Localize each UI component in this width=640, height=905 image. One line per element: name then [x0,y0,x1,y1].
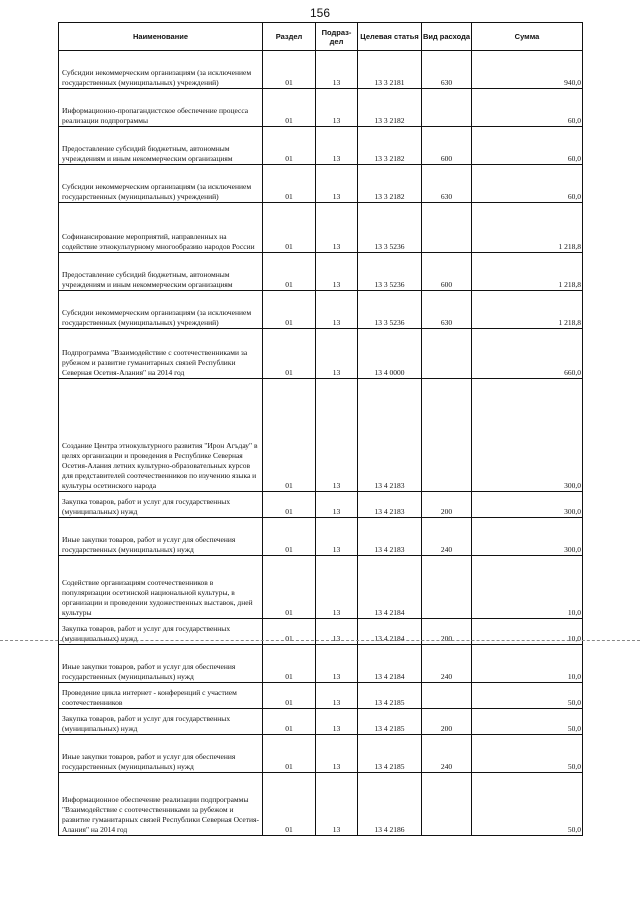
cell-name: Субсидии некоммерческим организациям (за исключением государственных (муниципальных) учреждений) [59,165,263,203]
cell-section: 01 [263,683,316,709]
header-name: Наименование [59,23,263,51]
cell-target: 13 3 5236 [358,291,422,329]
cell-sum: 1 218,8 [472,291,583,329]
cell-section: 01 [263,645,316,683]
cell-subsection: 13 [316,379,358,492]
cell-target: 13 4 2185 [358,709,422,735]
table-row [59,556,583,619]
table-row [59,291,583,329]
table-row [59,683,583,709]
cell-name: Предоставление субсидий бюджетным, автономным учреждениям и иным некоммерческим организациям [59,253,263,291]
cell-target: 13 3 2182 [358,127,422,165]
cell-subsection: 13 [316,291,358,329]
cell-subsection: 13 [316,645,358,683]
cell-sum: 50,0 [472,683,583,709]
cell-section: 01 [263,492,316,518]
cell-section: 01 [263,165,316,203]
cell-subsection: 13 [316,735,358,773]
cell-subsection: 13 [316,253,358,291]
cell-expense [422,683,472,709]
cell-expense: 200 [422,619,472,645]
cell-expense: 600 [422,127,472,165]
cell-target: 13 4 2184 [358,645,422,683]
cell-subsection: 13 [316,492,358,518]
table-body [59,51,583,836]
cell-name: Проведение цикла интернет - конференций с участием соотечественников [59,683,263,709]
cell-sum: 60,0 [472,165,583,203]
cell-sum: 50,0 [472,735,583,773]
cell-name: Закупка товаров, работ и услуг для государственных (муниципальных) нужд [59,619,263,645]
cell-sum: 940,0 [472,51,583,89]
budget-table-container [58,22,582,836]
header-sum: Сумма [472,23,583,51]
cell-name: Предоставление субсидий бюджетным, автономным учреждениям и иным некоммерческим организациям [59,127,263,165]
cell-section: 01 [263,127,316,165]
cell-subsection: 13 [316,165,358,203]
header-row [59,23,583,51]
cell-sum: 1 218,8 [472,253,583,291]
cell-sum: 1 218,8 [472,203,583,253]
table-row [59,492,583,518]
cell-section: 01 [263,735,316,773]
cell-target: 13 4 2184 [358,619,422,645]
cell-target: 13 3 2182 [358,165,422,203]
cell-section: 01 [263,518,316,556]
cell-expense: 240 [422,518,472,556]
cell-expense [422,379,472,492]
cell-name: Подпрограмма "Взаимодействие с соотечественниками за рубежом и развитие гуманитарных связей Республики Северная Осетия-Алания" на 2014 год [59,329,263,379]
table-header [59,23,583,51]
cell-name: Закупка товаров, работ и услуг для государственных (муниципальных) нужд [59,492,263,518]
cell-section: 01 [263,773,316,836]
header-subsection: Подраз-дел [316,23,358,51]
table-row [59,709,583,735]
cell-sum: 660,0 [472,329,583,379]
table-row [59,735,583,773]
cell-target: 13 4 2185 [358,735,422,773]
cell-name: Субсидии некоммерческим организациям (за исключением государственных (муниципальных) учреждений) [59,291,263,329]
cell-sum: 300,0 [472,379,583,492]
table-row [59,165,583,203]
cell-sum: 50,0 [472,709,583,735]
cell-expense [422,556,472,619]
cell-subsection: 13 [316,709,358,735]
cell-section: 01 [263,203,316,253]
cell-expense [422,203,472,253]
table-row [59,518,583,556]
cell-section: 01 [263,329,316,379]
cell-target: 13 4 2183 [358,379,422,492]
cell-section: 01 [263,51,316,89]
cell-expense: 240 [422,735,472,773]
cell-sum: 50,0 [472,773,583,836]
cell-subsection: 13 [316,51,358,89]
cell-subsection: 13 [316,518,358,556]
cell-sum: 60,0 [472,89,583,127]
cell-target: 13 4 2183 [358,518,422,556]
cell-name: Иные закупки товаров, работ и услуг для обеспечения государственных (муниципальных) нужд [59,645,263,683]
table-row [59,89,583,127]
header-section: Раздел [263,23,316,51]
cell-name: Софинансирование мероприятий, направленных на содействие этнокультурному многообразию народов России [59,203,263,253]
cell-section: 01 [263,291,316,329]
budget-table [58,22,583,836]
scan-divider-line [0,640,640,641]
table-row [59,253,583,291]
cell-expense [422,773,472,836]
cell-subsection: 13 [316,203,358,253]
cell-section: 01 [263,709,316,735]
header-target: Целевая статья [358,23,422,51]
cell-name: Информационно-пропагандистское обеспечение процесса реализации подпрограммы [59,89,263,127]
table-row [59,51,583,89]
table-row [59,379,583,492]
cell-target: 13 4 2186 [358,773,422,836]
cell-name: Содействие организациям соотечественников в популяризации осетинской национальной культуры, в организации и проведении художественных выставок, дней культуры [59,556,263,619]
table-row [59,203,583,253]
cell-sum: 60,0 [472,127,583,165]
cell-subsection: 13 [316,619,358,645]
cell-sum: 300,0 [472,492,583,518]
cell-target: 13 3 5236 [358,203,422,253]
cell-sum: 10,0 [472,556,583,619]
cell-subsection: 13 [316,773,358,836]
cell-target: 13 4 2185 [358,683,422,709]
cell-expense: 600 [422,253,472,291]
cell-expense: 630 [422,51,472,89]
cell-sum: 10,0 [472,645,583,683]
cell-subsection: 13 [316,89,358,127]
cell-target: 13 4 2184 [358,556,422,619]
cell-section: 01 [263,556,316,619]
cell-name: Иные закупки товаров, работ и услуг для обеспечения государственных (муниципальных) нужд [59,518,263,556]
cell-sum: 300,0 [472,518,583,556]
cell-section: 01 [263,619,316,645]
cell-subsection: 13 [316,683,358,709]
cell-name: Создание Центра этнокультурного развития "Ирон Агъдау" в целях организации и проведения в Республике Северная Осетия-Алания летних культурно-образовательных курсов для представителей соотечественников по изучению языка и культуры осетинского народа [59,379,263,492]
cell-expense: 240 [422,645,472,683]
cell-target: 13 4 2183 [358,492,422,518]
cell-name: Субсидии некоммерческим организациям (за исключением государственных (муниципальных) учреждений) [59,51,263,89]
cell-subsection: 13 [316,329,358,379]
cell-target: 13 3 2182 [358,89,422,127]
cell-expense: 630 [422,165,472,203]
cell-expense: 630 [422,291,472,329]
cell-name: Иные закупки товаров, работ и услуг для обеспечения государственных (муниципальных) нужд [59,735,263,773]
cell-section: 01 [263,253,316,291]
cell-expense [422,89,472,127]
table-row [59,773,583,836]
cell-sum: 10,0 [472,619,583,645]
page-number: 156 [309,6,331,20]
header-expense: Вид расхода [422,23,472,51]
cell-subsection: 13 [316,127,358,165]
cell-name: Закупка товаров, работ и услуг для государственных (муниципальных) нужд [59,709,263,735]
cell-target: 13 4 0000 [358,329,422,379]
cell-expense: 200 [422,709,472,735]
cell-expense: 200 [422,492,472,518]
cell-target: 13 3 5236 [358,253,422,291]
table-row [59,127,583,165]
cell-section: 01 [263,379,316,492]
table-row [59,645,583,683]
cell-subsection: 13 [316,556,358,619]
cell-expense [422,329,472,379]
cell-section: 01 [263,89,316,127]
cell-name: Информационное обеспечение реализации подпрограммы "Взаимодействие с соотечественниками за рубежом и развитие гуманитарных связей Республики Северная Осетия-Алания" на 2014 год [59,773,263,836]
table-row [59,329,583,379]
cell-target: 13 3 2181 [358,51,422,89]
